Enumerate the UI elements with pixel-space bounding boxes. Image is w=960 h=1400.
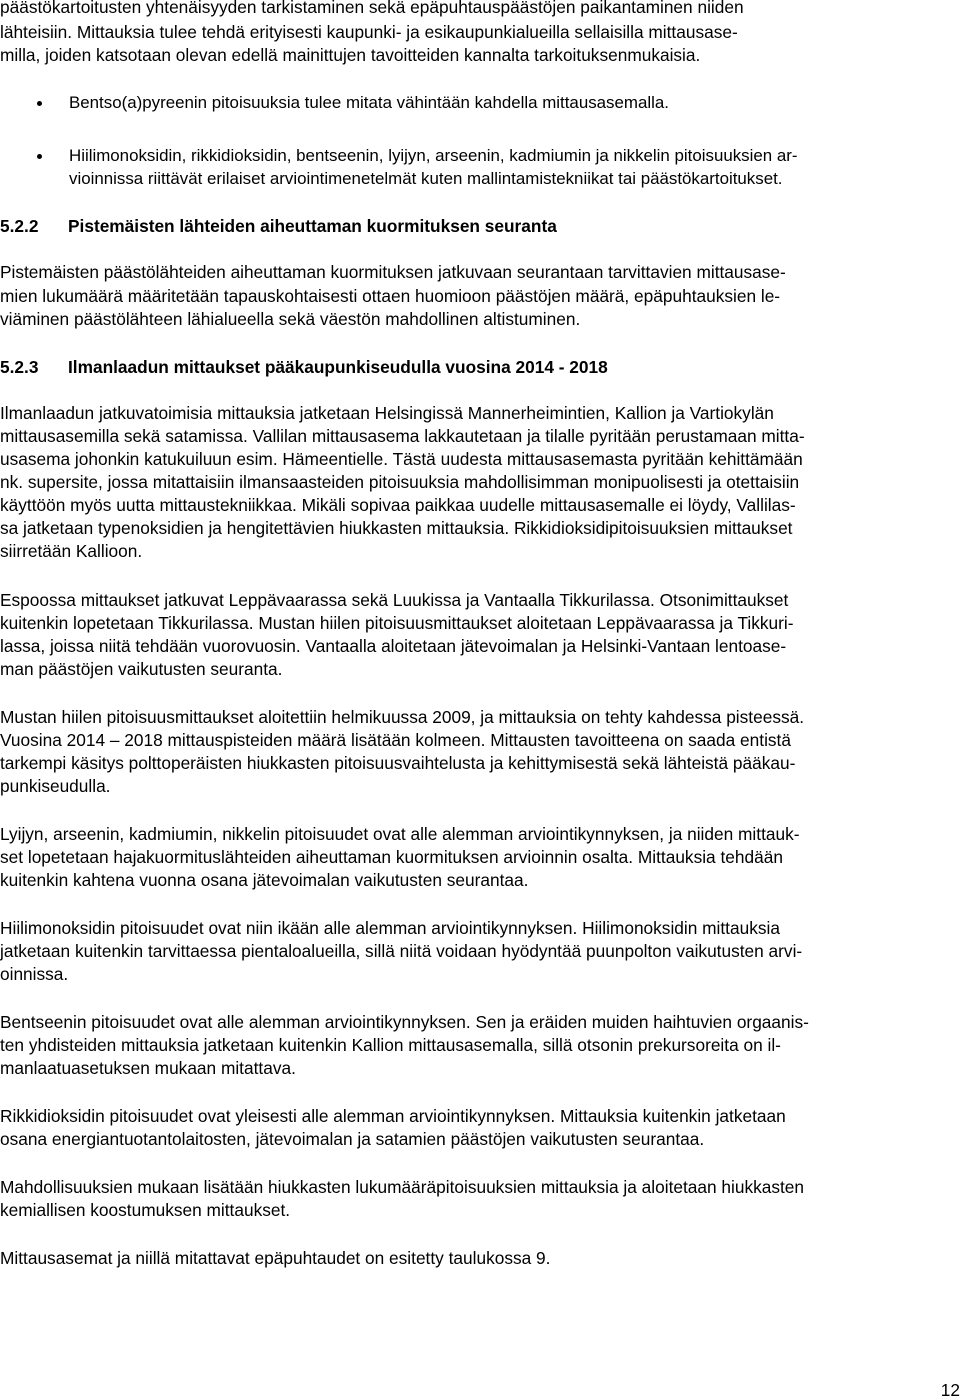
bullet-icon — [37, 154, 42, 159]
text-line: Hiilimonoksidin pitoisuudet ovat niin ikään alle alemman arviointikynnyksen. Hiilimonoksidin mittauksia — [0, 918, 780, 938]
text-line: lassa, joissa niitä tehdään vuorovuosin. Vantaalla aloitetaan jätevoimalan ja Helsinki-Vantaan lentoase- — [0, 636, 787, 656]
text-line: oinnissa. — [0, 964, 69, 984]
section-number: 5.2.3 — [0, 357, 39, 377]
text-line: mittausasemilla sekä satamissa. Vallilan mittausasema lakkautetaan ja tilalle pyritään perustamaan mitta- — [0, 426, 805, 446]
text-line: Mustan hiilen pitoisuusmittaukset aloitettiin helmikuussa 2009, ja mittauksia on tehty kahdessa pisteessä. — [0, 707, 805, 727]
text-line: tarkempi käsitys polttoperäisten hiukkasten pitoisuusvaihtelusta ja kehittymisestä sekä lähteistä pääkau- — [0, 753, 796, 773]
text-line: osana energiantuotantolaitosten, jätevoimalan ja satamien päästöjen vaikutusten seurantaa. — [0, 1129, 705, 1149]
section-title: Ilmanlaadun mittaukset pääkaupunkiseudulla vuosina 2014 - 2018 — [68, 357, 608, 377]
text-line: Rikkidioksidin pitoisuudet ovat yleisesti alle alemman arviointikynnyksen. Mittauksia kuitenkin jatketaan — [0, 1106, 786, 1126]
text-line: jatketaan kuitenkin tarvittaessa pientaloalueilla, sillä niitä voidaan hyödyntää puunpolton vaikutusten arvi- — [0, 941, 803, 961]
text-line: käyttöön myös uutta mittaustekniikkaa. Mikäli sopivaa paikkaa uudelle mittausasemalle ei löydy, Vallilas- — [0, 495, 796, 515]
text-line: lähteisiin. Mittauksia tulee tehdä erityisesti kaupunki- ja esikaupunkialueilla sellaisilla mittausase- — [0, 22, 738, 42]
text-line: manlaatuasetuksen mukaan mitattava. — [0, 1058, 296, 1078]
text-line: set lopetetaan hajakuormituslähteiden aiheuttaman kuormituksen arvioinnin osalta. Mittauksia tehdään — [0, 847, 783, 867]
text-line: Bentso(a)pyreenin pitoisuuksia tulee mitata vähintään kahdella mittausasemalla. — [69, 93, 669, 112]
text-line: kuitenkin lopetetaan Tikkurilassa. Mustan hiilen pitoisuusmittaukset aloitetaan Leppävaarassa ja Tikkuri- — [0, 613, 794, 633]
text-line: vioinnissa riittävät erilaiset arviointimenetelmät kuten mallintamistekniikat tai päästökartoitukset. — [69, 169, 783, 188]
text-line: milla, joiden katsotaan olevan edellä mainittujen tavoitteiden kannalta tarkoituksenmukaisia. — [0, 45, 701, 65]
text-line: mien lukumäärä määritetään tapauskohtaisesti ottaen huomioon päästöjen määrä, epäpuhtauksien le- — [0, 286, 781, 306]
text-line: Pistemäisten päästölähteiden aiheuttaman kuormituksen jatkuvaan seurantaan tarvittavien mittausase- — [0, 262, 786, 282]
text-line: sa jatketaan typenoksidien ja hengitettävien hiukkasten mittauksia. Rikkidioksidipitoisuuksien mittaukset — [0, 518, 793, 538]
text-line: Hiilimonoksidin, rikkidioksidin, bentseenin, lyijyn, arseenin, kadmiumin ja nikkelin pitoisuuksien ar- — [69, 146, 798, 165]
section-number: 5.2.2 — [0, 216, 39, 236]
text-line: kuitenkin kahtena vuonna osana jätevoimalan vaikutusten seurantaa. — [0, 870, 529, 890]
text-line: Bentseenin pitoisuudet ovat alle alemman arviointikynnyksen. Sen ja eräiden muiden haihtuvien orgaanis- — [0, 1012, 809, 1032]
text-line: ten yhdisteiden mittauksia jatketaan kuitenkin Kallion mittausasemalla, sillä otsonin prekursoreita on il- — [0, 1035, 781, 1055]
section-title: Pistemäisten lähteiden aiheuttaman kuormituksen seuranta — [68, 216, 557, 236]
text-line: siirretään Kallioon. — [0, 541, 143, 561]
text-line: viäminen päästölähteen lähialueella sekä väestön mahdollinen altistuminen. — [0, 309, 581, 329]
bullet-icon — [37, 101, 42, 106]
text-line: Mahdollisuuksien mukaan lisätään hiukkasten lukumääräpitoisuuksien mittauksia ja aloitetaan hiukkasten — [0, 1177, 805, 1197]
text-line: Mittausasemat ja niillä mitattavat epäpuhtaudet on esitetty taulukossa 9. — [0, 1248, 551, 1268]
text-line: kemiallisen koostumuksen mittaukset. — [0, 1200, 291, 1220]
text-line: päästökartoitusten yhtenäisyyden tarkistaminen sekä epäpuhtauspäästöjen paikantaminen niiden — [0, 0, 744, 17]
text-line: Ilmanlaadun jatkuvatoimisia mittauksia jatketaan Helsingissä Mannerheimintien, Kallion ja Vartiokylän — [0, 403, 774, 423]
text-line: usasema johonkin katukuiluun esim. Hämeentielle. Tästä uudesta mittausasemasta pyritään kehittämään — [0, 449, 803, 469]
text-line: Lyijyn, arseenin, kadmiumin, nikkelin pitoisuudet ovat alle alemman arviointikynnyksen, ja niiden mittauk- — [0, 824, 800, 844]
text-line: Espoossa mittaukset jatkuvat Leppävaarassa sekä Luukissa ja Vantaalla Tikkurilassa. Otsonimittaukset — [0, 590, 789, 610]
text-line: man päästöjen vaikutusten seuranta. — [0, 659, 283, 679]
text-line: punkiseudulla. — [0, 776, 111, 796]
page-number: 12 — [940, 1380, 960, 1400]
text-line: nk. supersite, jossa mitattaisiin ilmansaasteiden pitoisuuksia mahdollisimman monipuolisesti ja otettaisiin — [0, 472, 800, 492]
text-line: Vuosina 2014 – 2018 mittauspisteiden määrä lisätään kolmeen. Mittausten tavoitteena on saada entistä — [0, 730, 791, 750]
